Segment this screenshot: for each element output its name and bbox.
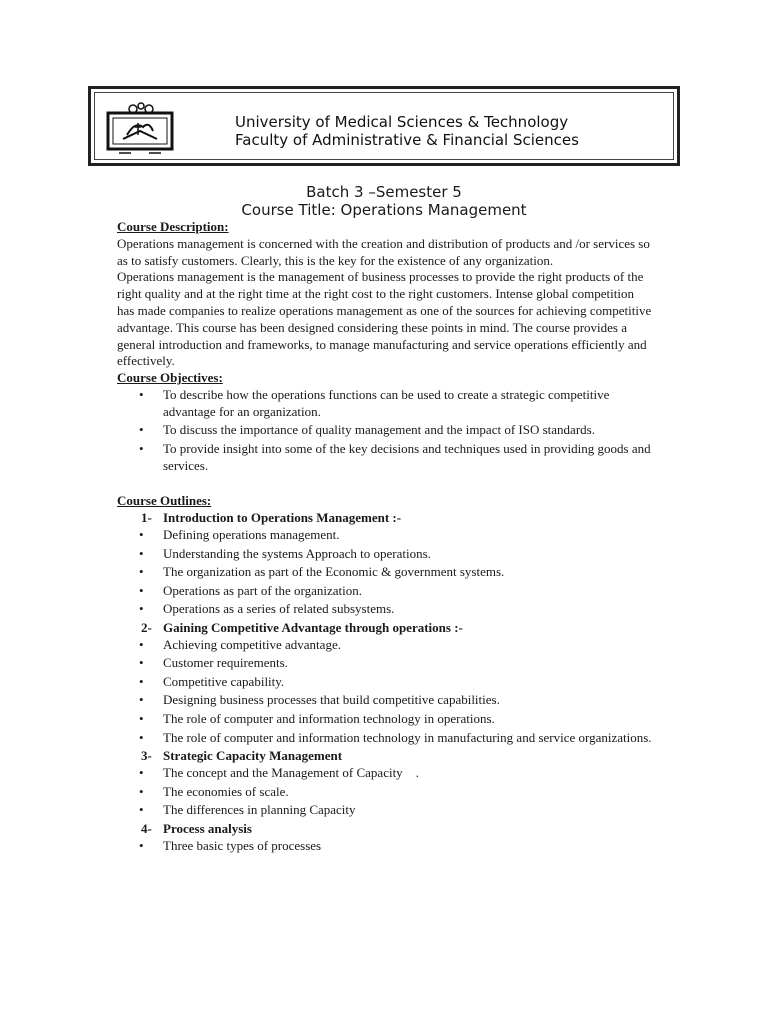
course-title: Course Title: Operations Management xyxy=(241,201,527,219)
description-paragraph-2: Operations management is the management of business processes to provide the right products of the right quality and at the right time at the right cost to the right customers. Intense global competition has made companies to realize operations management as one of the sources for achieving competitive advantage. This course has been designed considering these points in mind. The course provides a general introduction and frameworks, to manage manufacturing and service operations efficiently and effectively. xyxy=(117,269,652,369)
bullet-icon: • xyxy=(139,837,144,853)
list-item: • Designing business processes that build competitive capabilities. xyxy=(139,692,500,708)
header-inner xyxy=(94,92,674,160)
list-item: • The role of computer and information technology in operations. xyxy=(139,711,495,727)
list-item: • The differences in planning Capacity xyxy=(139,802,356,818)
university-seal-icon xyxy=(105,101,175,157)
objectives-list xyxy=(117,387,652,475)
outlines-heading: Course Outlines: xyxy=(117,493,212,509)
list-item: • Achieving competitive advantage. xyxy=(139,636,341,652)
bullet-icon: • xyxy=(139,422,144,438)
bullet-icon: • xyxy=(139,636,144,652)
bullet-icon: • xyxy=(139,386,144,402)
bullet-icon: • xyxy=(139,655,144,671)
outline-section-title: 1- Introduction to Operations Management :- xyxy=(141,510,402,526)
outline-section-list xyxy=(117,838,652,855)
bullet-icon: • xyxy=(139,526,144,542)
document-content xyxy=(117,219,652,856)
bullet-icon: • xyxy=(139,802,144,818)
bullet-icon: • xyxy=(139,673,144,689)
list-item: • To provide insight into some of the key decisions and techniques used in providing goods and services. xyxy=(139,440,651,473)
bullet-icon: • xyxy=(139,582,144,598)
bullet-icon: • xyxy=(139,765,144,781)
faculty-name: Faculty of Administrative & Financial Sciences xyxy=(235,131,579,149)
objectives-heading: Course Objectives: xyxy=(117,370,223,386)
university-name: University of Medical Sciences & Technology xyxy=(235,113,569,131)
list-item: • The role of computer and information technology in manufacturing and service organizations. xyxy=(139,729,652,745)
header-box xyxy=(88,86,680,166)
list-item: • To describe how the operations functions can be used to create a strategic competitive advantage for an organization. xyxy=(139,386,610,419)
description-paragraph-1: Operations management is concerned with the creation and distribution of products and /or services so as to satisfy customers. Clearly, this is the key for the existence of any organization. xyxy=(117,235,650,268)
list-item: • To discuss the importance of quality management and the impact of ISO standards. xyxy=(139,422,595,438)
list-item: • The concept and the Management of Capacity . xyxy=(139,765,419,781)
bullet-icon: • xyxy=(139,440,144,456)
bullet-icon: • xyxy=(139,729,144,745)
outline-section-title: 3- Strategic Capacity Management xyxy=(141,748,343,764)
list-item: • Competitive capability. xyxy=(139,673,285,689)
outline-section-title: 4- Process analysis xyxy=(141,820,252,836)
outline-section-list xyxy=(117,637,652,747)
outline-section-list xyxy=(117,527,652,618)
bullet-icon: • xyxy=(139,601,144,617)
bullet-icon: • xyxy=(139,692,144,708)
list-item: • Understanding the systems Approach to operations. xyxy=(139,545,431,561)
bullet-icon: • xyxy=(139,711,144,727)
outline-section-list xyxy=(117,765,652,819)
bullet-icon: • xyxy=(139,783,144,799)
description-heading: Course Description: xyxy=(117,219,229,234)
list-item: • Defining operations management. xyxy=(139,526,340,542)
list-item: • The economies of scale. xyxy=(139,783,289,799)
list-item: • Operations as a series of related subsystems. xyxy=(139,601,395,617)
list-item: • Customer requirements. xyxy=(139,655,288,671)
list-item: • The organization as part of the Economic & government systems. xyxy=(139,564,505,580)
header-text xyxy=(235,113,579,149)
list-item: • Operations as part of the organization. xyxy=(139,582,363,598)
list-item: • Three basic types of processes xyxy=(139,837,322,853)
outline-section-title: 2- Gaining Competitive Advantage through operations :- xyxy=(141,619,463,635)
bullet-icon: • xyxy=(139,564,144,580)
batch-title: Batch 3 –Semester 5 xyxy=(306,183,462,201)
spacer xyxy=(117,476,652,493)
bullet-icon: • xyxy=(139,545,144,561)
